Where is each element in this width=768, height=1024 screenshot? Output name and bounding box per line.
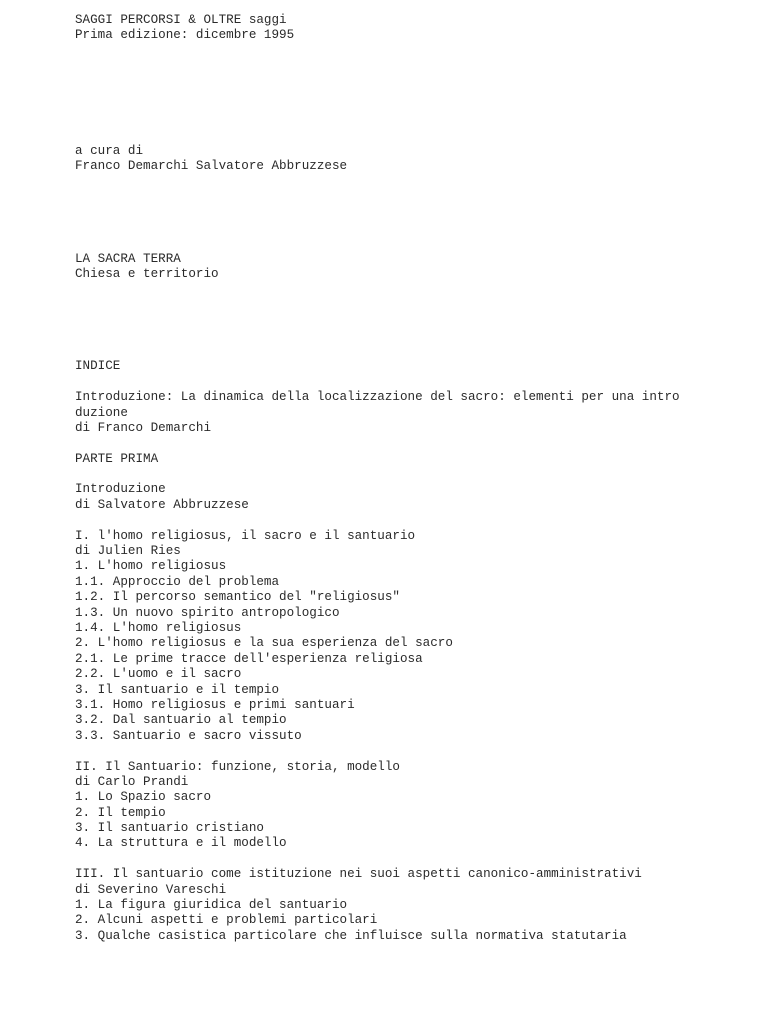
chapter-2-title: II. Il Santuario: funzione, storia, modello [75,759,400,774]
edition-line: Prima edizione: dicembre 1995 [75,28,295,43]
intro-line-2: duzione [75,405,128,420]
chapter-1-author: di Julien Ries [75,544,181,559]
part-one-heading: PARTE PRIMA [75,451,159,466]
toc-item: 1.1. Approccio del problema [75,574,280,589]
toc-item: 3. Il santuario cristiano [75,821,264,836]
toc-item: 2. Il tempio [75,805,166,820]
toc-item: 1.2. Il percorso semantico del "religiosus" [75,590,400,605]
toc-item: 1. L'homo religiosus [75,559,227,574]
series-line: SAGGI PERCORSI & OLTRE saggi [75,13,287,27]
chapter-3-author: di Severino Vareschi [75,882,227,897]
editors-label: a cura di [75,143,144,158]
toc-item: 1.3. Un nuovo spirito antropologico [75,605,340,620]
chapter-2-author: di Carlo Prandi [75,774,189,789]
toc-item: 3.1. Homo religiosus e primi santuari [75,697,355,712]
book-title: LA SACRA TERRA [75,251,181,266]
part-intro-author: di Salvatore Abbruzzese [75,497,249,512]
toc-item: 3. Qualche casistica particolare che influisce sulla normativa statutaria [75,928,627,943]
chapter-3-title: III. Il santuario come istituzione nei suoi aspetti canonico-amministrativi [75,867,642,882]
index-heading: INDICE [75,359,121,374]
toc-item: 1. Lo Spazio sacro [75,790,212,805]
chapter-1-title: I. l'homo religiosus, il sacro e il santuario [75,528,416,543]
toc-item: 1.4. L'homo religiosus [75,620,242,635]
editors-names: Franco Demarchi Salvatore Abbruzzese [75,159,348,174]
intro-author: di Franco Demarchi [75,420,212,435]
toc-item: 2. L'homo religiosus e la sua esperienza del sacro [75,636,453,651]
toc-item: 3.2. Dal santuario al tempio [75,713,287,728]
toc-item: 2.1. Le prime tracce dell'esperienza religiosa [75,651,423,666]
toc-item: 4. La struttura e il modello [75,836,287,851]
part-intro-title: Introduzione [75,482,166,497]
book-subtitle: Chiesa e territorio [75,266,219,281]
toc-item: 1. La figura giuridica del santuario [75,898,348,913]
toc-item: 2. Alcuni aspetti e problemi particolari [75,913,378,928]
document-page [75,13,755,944]
toc-item: 3. Il santuario e il tempio [75,682,280,697]
intro-line-1: Introduzione: La dinamica della localizzazione del sacro: elementi per una intro [75,390,680,405]
toc-item: 2.2. L'uomo e il sacro [75,667,242,682]
toc-item: 3.3. Santuario e sacro vissuto [75,728,302,743]
